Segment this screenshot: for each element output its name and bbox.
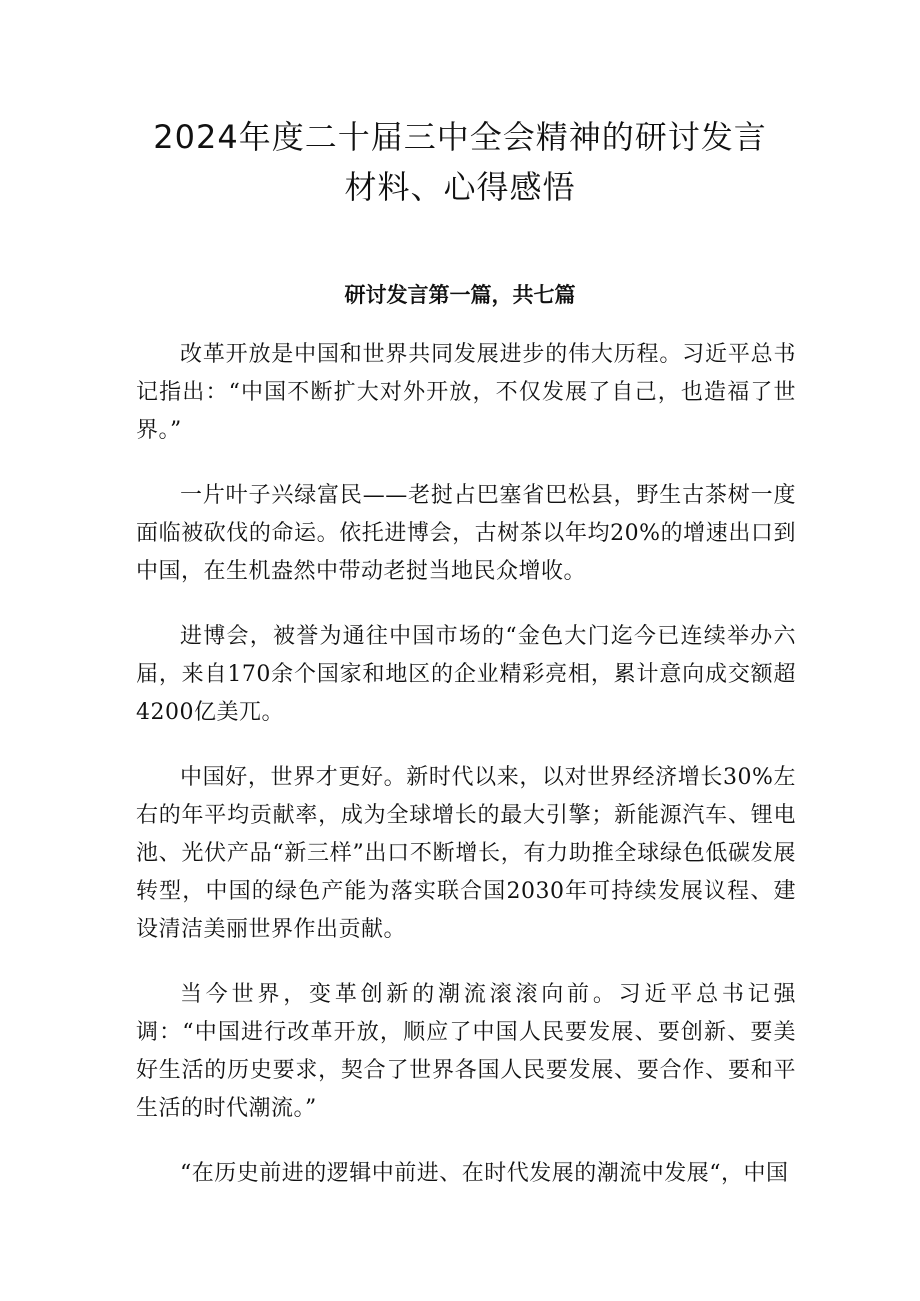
paragraph-5: 当今世界，变革创新的潮流滚滚向前。习近平总书记强调：“中国进行改革开放，顺应了中国人民要发展、要创新、要美好生活的历史要求，契合了世界各国人民要发展、要合作、要和平生活的时代潮流。” [136,982,796,1121]
paragraph-2: 一片叶子兴绿富民——老挝占巴塞省巴松县，野生古茶树一度面临被砍伐的命运。依托进博会，古树茶以年均20%的增速出口到中国，在生机盎然中带动老挝当地民众增收。 [136,483,796,584]
paragraph-4: 中国好，世界才更好。新时代以来，以对世界经济增长30%左右的年平均贡献率，成为全球增长的最大引擎；新能源汽车、锂电池、光伏产品“新三样”出口不断增长，有力助推全球绿色低碳发展转型，中国的绿色产能为落实联合国2030年可持续发展议程、建设清洁美丽世界作出贡献。 [136,765,796,942]
document-body [136,336,796,1220]
document-title [120,112,800,212]
paragraph-3: 进博会，被誉为通往中国市场的“金色大门迄今已连续举办六届，来自170余个国家和地区的企业精彩亮相，累计意向成交额超4200亿美兀。 [136,624,796,725]
paragraph-6: “在历史前进的逻辑中前进、在时代发展的潮流中发展“，中国 [180,1161,789,1186]
document-title-line-1: 2024年度二十届三中全会精神的研讨发言 [153,118,767,156]
section-heading: 研讨发言第一篇，共七篇 [344,282,576,307]
document-title-line-2: 材料、心得感悟 [344,168,576,206]
paragraph-1: 改革开放是中国和世界共同发展进步的伟大历程。习近平总书记指出：“中国不断扩大对外开放，不仅发展了自己，也造福了世界。” [136,342,796,443]
